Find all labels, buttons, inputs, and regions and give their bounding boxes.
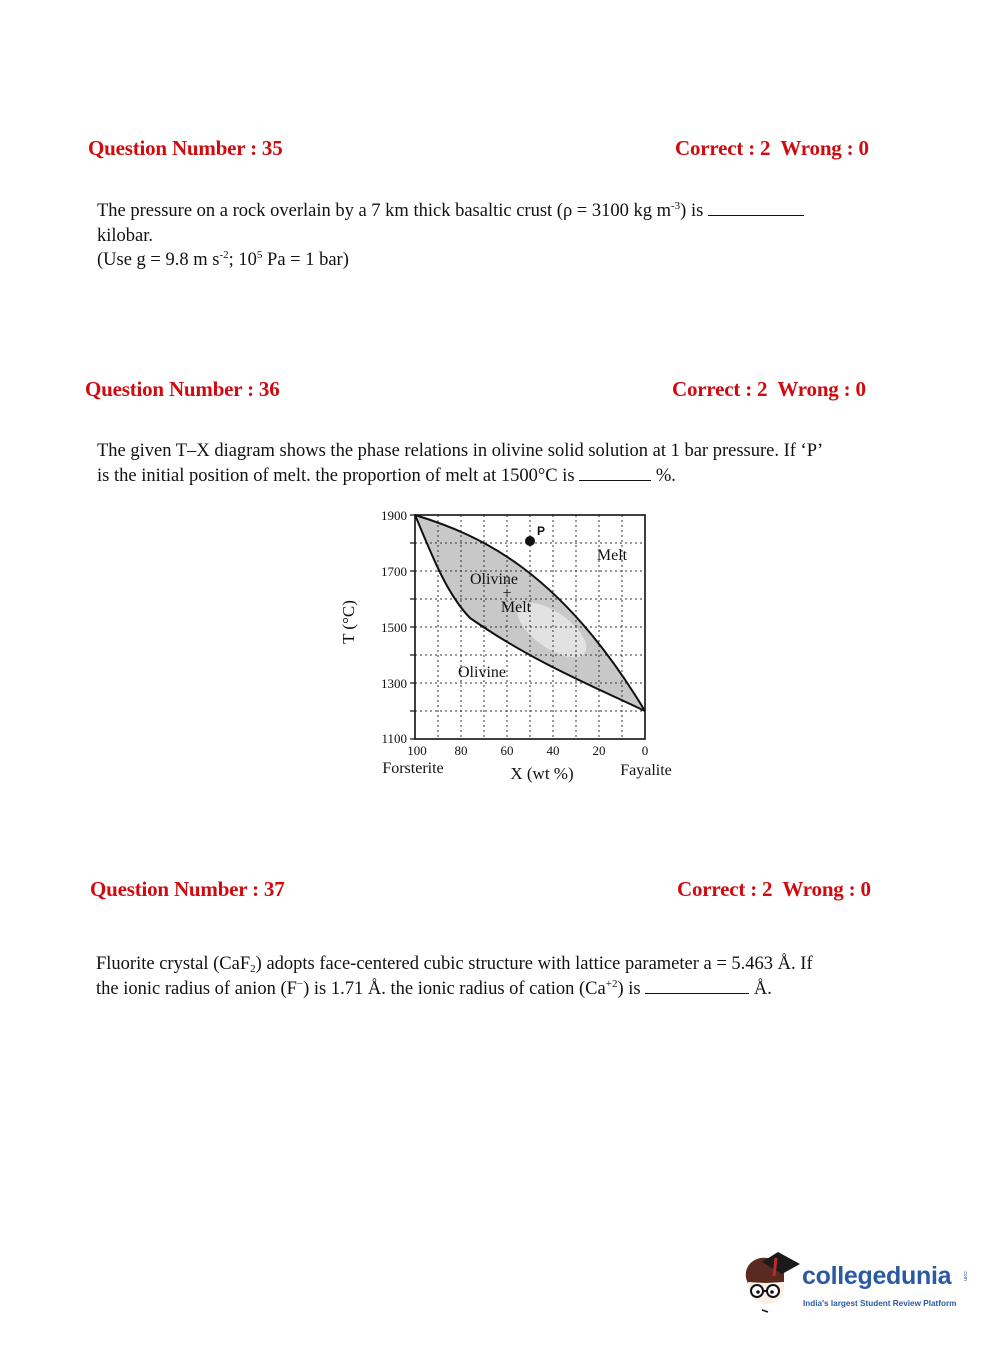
brand-domain: .com — [962, 1270, 968, 1281]
question-35-header — [0, 136, 1001, 166]
point-p-label: P — [537, 524, 546, 538]
question-line: Fluorite crystal (CaF$_2$) adopts face-centered cubic structure with lattice parameter a = 5.463 Å. If — [96, 954, 813, 975]
question-line: (Use g = 9.8 m $s^{-2}$; $10^5$ Pa = 1 bar) — [97, 249, 349, 270]
question-line: the ionic radius of anion (F−) is 1.71 Å. the ionic radius of cation $(Ca^{+2})$ is Å. — [96, 977, 772, 999]
two-phase-label-plus: + — [502, 585, 512, 602]
wrong-count: Wrong : 0 — [782, 877, 871, 901]
question-line: kilobar. — [97, 225, 154, 246]
olivine-region-label: Olivine — [458, 664, 506, 681]
fayalite-label: Fayalite — [620, 762, 672, 779]
point-p-marker — [525, 536, 535, 546]
x-tick-label: 100 — [407, 743, 427, 758]
y-tick-label: 1700 — [381, 564, 407, 579]
brand-name: collegedunia — [802, 1262, 952, 1290]
question-37-text — [96, 952, 813, 1001]
question-35-text — [97, 199, 804, 273]
brand-tagline: India's largest Student Review Platform — [803, 1299, 957, 1308]
forsterite-label: Forsterite — [382, 760, 444, 777]
y-axis-title: T (°C) — [339, 600, 358, 644]
question-line: The given T–X diagram shows the phase relations in olivine solid solution at 1 bar pressure. If ‘P’ — [97, 441, 824, 461]
question-number: Question Number : 36 — [85, 377, 280, 401]
x-tick-label: 60 — [500, 743, 514, 758]
question-37-header — [0, 877, 1001, 907]
answer-blank — [708, 202, 804, 216]
y-tick-label: 1900 — [381, 508, 407, 523]
x-axis-title: X (wt %) — [510, 764, 574, 783]
correct-count: Correct : 2 — [677, 877, 773, 901]
correct-count: Correct : 2 — [675, 136, 771, 160]
correct-count: Correct : 2 — [672, 377, 768, 401]
collegedunia-logo — [740, 1248, 970, 1318]
y-tick-label: 1100 — [381, 731, 407, 746]
two-phase-label-melt: Melt — [500, 599, 532, 616]
x-tick-label: 20 — [592, 743, 606, 758]
question-line: The pressure on a rock overlain by a 7 km thick basaltic crust (ρ = 3100 kg $m^{-3}$) is — [97, 199, 804, 224]
tx-phase-diagram — [330, 500, 690, 800]
x-tick-label: 80 — [454, 743, 468, 758]
question-36-header — [0, 377, 1001, 407]
melt-region-label: Melt — [596, 547, 628, 564]
wrong-count: Wrong : 0 — [780, 136, 869, 160]
x-tick-label: 0 — [641, 743, 649, 758]
question-line: is the initial position of melt. the proportion of melt at 1500°C is %. — [97, 465, 676, 486]
mascot-icon — [740, 1248, 804, 1318]
question-number: Question Number : 37 — [90, 877, 285, 901]
x-tick-label: 40 — [546, 743, 560, 758]
score — [675, 136, 869, 161]
wrong-count: Wrong : 0 — [777, 377, 866, 401]
question-36-text — [97, 439, 823, 488]
two-phase-label-olivine: Olivine — [470, 571, 518, 588]
score — [677, 877, 871, 902]
y-tick-label: 1300 — [381, 676, 407, 691]
chart-svg — [330, 500, 690, 800]
answer-blank — [645, 980, 749, 994]
y-tick-label: 1500 — [381, 620, 407, 635]
question-number: Question Number : 35 — [88, 136, 283, 160]
answer-blank — [579, 467, 651, 481]
score — [672, 377, 866, 402]
